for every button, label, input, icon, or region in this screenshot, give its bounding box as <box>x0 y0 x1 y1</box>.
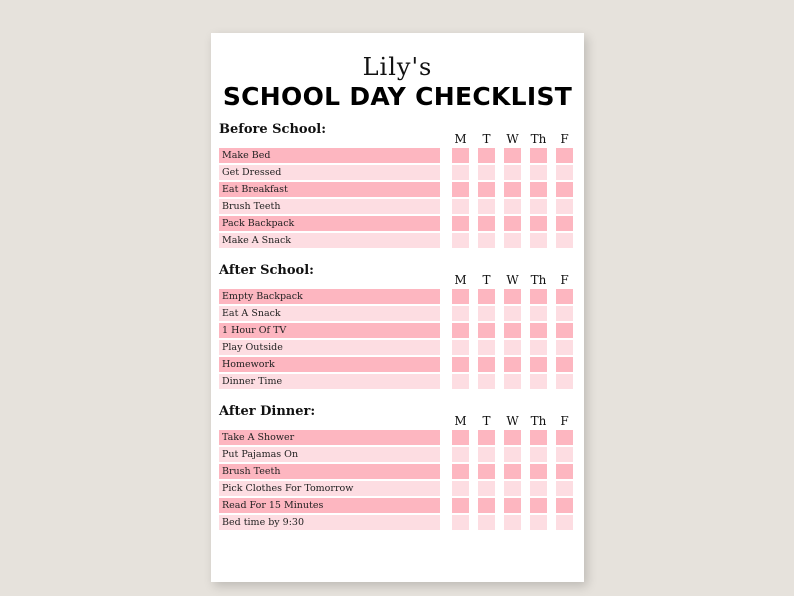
check-box[interactable] <box>478 323 495 338</box>
check-box[interactable] <box>504 216 521 231</box>
check-box[interactable] <box>478 199 495 214</box>
check-box[interactable] <box>530 430 547 445</box>
check-box[interactable] <box>530 289 547 304</box>
day-header: Th <box>530 132 547 146</box>
check-box[interactable] <box>452 481 469 496</box>
task-row <box>219 306 575 321</box>
check-box[interactable] <box>556 182 573 197</box>
check-box[interactable] <box>530 148 547 163</box>
check-box[interactable] <box>478 464 495 479</box>
check-box[interactable] <box>556 430 573 445</box>
check-box[interactable] <box>478 340 495 355</box>
check-box[interactable] <box>556 481 573 496</box>
day-header: M <box>454 132 467 146</box>
task-row <box>219 199 575 214</box>
check-box[interactable] <box>530 340 547 355</box>
day-header: M <box>454 273 467 287</box>
check-box[interactable] <box>452 165 469 180</box>
check-box[interactable] <box>530 498 547 513</box>
day-header: Th <box>530 273 547 287</box>
task-label: Make A Snack <box>219 233 440 248</box>
check-box[interactable] <box>530 323 547 338</box>
check-box[interactable] <box>504 199 521 214</box>
check-box[interactable] <box>504 357 521 372</box>
check-box[interactable] <box>556 447 573 462</box>
check-box[interactable] <box>452 515 469 530</box>
day-header: T <box>482 132 491 146</box>
task-label: Eat Breakfast <box>219 182 440 197</box>
check-box[interactable] <box>556 199 573 214</box>
task-row <box>219 216 575 231</box>
check-box[interactable] <box>478 357 495 372</box>
task-label: Pick Clothes For Tomorrow <box>219 481 440 496</box>
section-heading: Before School: <box>219 122 327 137</box>
check-box[interactable] <box>504 148 521 163</box>
check-box[interactable] <box>452 374 469 389</box>
check-box[interactable] <box>530 182 547 197</box>
check-box[interactable] <box>452 182 469 197</box>
check-box[interactable] <box>556 148 573 163</box>
task-row <box>219 464 575 479</box>
task-row <box>219 374 575 389</box>
check-box[interactable] <box>452 306 469 321</box>
day-header: F <box>560 132 569 146</box>
child-name: Lily's <box>362 53 433 81</box>
check-box[interactable] <box>478 515 495 530</box>
section-heading: After Dinner: <box>219 404 316 419</box>
check-box[interactable] <box>530 464 547 479</box>
check-box[interactable] <box>556 340 573 355</box>
check-box[interactable] <box>556 515 573 530</box>
task-label: Homework <box>219 357 440 372</box>
task-label: 1 Hour Of TV <box>219 323 440 338</box>
check-box[interactable] <box>530 306 547 321</box>
check-box[interactable] <box>478 306 495 321</box>
check-box[interactable] <box>556 323 573 338</box>
check-box[interactable] <box>452 464 469 479</box>
day-header: Th <box>530 414 547 428</box>
day-header: W <box>506 414 519 428</box>
day-header: W <box>506 132 519 146</box>
check-box[interactable] <box>452 340 469 355</box>
check-box[interactable] <box>504 515 521 530</box>
task-label: Get Dressed <box>219 165 440 180</box>
check-box[interactable] <box>556 357 573 372</box>
check-box[interactable] <box>504 498 521 513</box>
task-row <box>219 447 575 462</box>
check-box[interactable] <box>556 233 573 248</box>
check-box[interactable] <box>556 464 573 479</box>
task-label: Make Bed <box>219 148 440 163</box>
task-label: Brush Teeth <box>219 199 440 214</box>
check-box[interactable] <box>504 464 521 479</box>
check-box[interactable] <box>504 374 521 389</box>
check-box[interactable] <box>556 289 573 304</box>
check-box[interactable] <box>478 481 495 496</box>
check-box[interactable] <box>452 233 469 248</box>
task-row <box>219 515 575 530</box>
check-box[interactable] <box>478 165 495 180</box>
check-box[interactable] <box>530 199 547 214</box>
check-box[interactable] <box>452 447 469 462</box>
check-box[interactable] <box>530 165 547 180</box>
check-box[interactable] <box>452 199 469 214</box>
check-box[interactable] <box>530 447 547 462</box>
check-box[interactable] <box>504 481 521 496</box>
check-box[interactable] <box>478 216 495 231</box>
section-heading: After School: <box>219 263 314 278</box>
task-row <box>219 357 575 372</box>
day-header: F <box>560 273 569 287</box>
task-row <box>219 430 575 445</box>
check-box[interactable] <box>452 357 469 372</box>
task-row <box>219 182 575 197</box>
task-label: Eat A Snack <box>219 306 440 321</box>
check-box[interactable] <box>530 216 547 231</box>
task-row <box>219 233 575 248</box>
check-box[interactable] <box>530 357 547 372</box>
task-label: Put Pajamas On <box>219 447 440 462</box>
check-box[interactable] <box>478 374 495 389</box>
check-box[interactable] <box>504 340 521 355</box>
task-row <box>219 340 575 355</box>
day-header: W <box>506 273 519 287</box>
task-row <box>219 148 575 163</box>
check-box[interactable] <box>504 289 521 304</box>
check-box[interactable] <box>504 447 521 462</box>
task-row <box>219 289 575 304</box>
check-box[interactable] <box>504 233 521 248</box>
task-label: Brush Teeth <box>219 464 440 479</box>
task-row <box>219 498 575 513</box>
check-box[interactable] <box>504 165 521 180</box>
task-label: Play Outside <box>219 340 440 355</box>
day-header: F <box>560 414 569 428</box>
task-row <box>219 323 575 338</box>
check-box[interactable] <box>504 182 521 197</box>
page-title: SCHOOL DAY CHECKLIST <box>222 82 573 111</box>
check-box[interactable] <box>478 148 495 163</box>
task-label: Empty Backpack <box>219 289 440 304</box>
check-box[interactable] <box>504 430 521 445</box>
check-box[interactable] <box>530 515 547 530</box>
check-box[interactable] <box>530 374 547 389</box>
task-label: Bed time by 9:30 <box>219 515 440 530</box>
check-box[interactable] <box>478 182 495 197</box>
check-box[interactable] <box>452 289 469 304</box>
check-box[interactable] <box>504 323 521 338</box>
check-box[interactable] <box>478 289 495 304</box>
check-box[interactable] <box>556 306 573 321</box>
check-box[interactable] <box>478 430 495 445</box>
check-box[interactable] <box>452 498 469 513</box>
task-label: Take A Shower <box>219 430 440 445</box>
check-box[interactable] <box>530 233 547 248</box>
day-header: T <box>482 414 491 428</box>
check-box[interactable] <box>556 498 573 513</box>
task-row <box>219 165 575 180</box>
checklist-sheet <box>211 33 584 582</box>
task-label: Dinner Time <box>219 374 440 389</box>
check-box[interactable] <box>452 430 469 445</box>
check-box[interactable] <box>452 148 469 163</box>
check-box[interactable] <box>478 447 495 462</box>
day-header: T <box>482 273 491 287</box>
check-box[interactable] <box>478 498 495 513</box>
check-box[interactable] <box>556 216 573 231</box>
task-row <box>219 481 575 496</box>
task-label: Read For 15 Minutes <box>219 498 440 513</box>
check-box[interactable] <box>556 374 573 389</box>
check-box[interactable] <box>504 306 521 321</box>
task-label: Pack Backpack <box>219 216 440 231</box>
check-box[interactable] <box>452 323 469 338</box>
check-box[interactable] <box>452 216 469 231</box>
check-box[interactable] <box>556 165 573 180</box>
check-box[interactable] <box>530 481 547 496</box>
check-box[interactable] <box>478 233 495 248</box>
day-header: M <box>454 414 467 428</box>
